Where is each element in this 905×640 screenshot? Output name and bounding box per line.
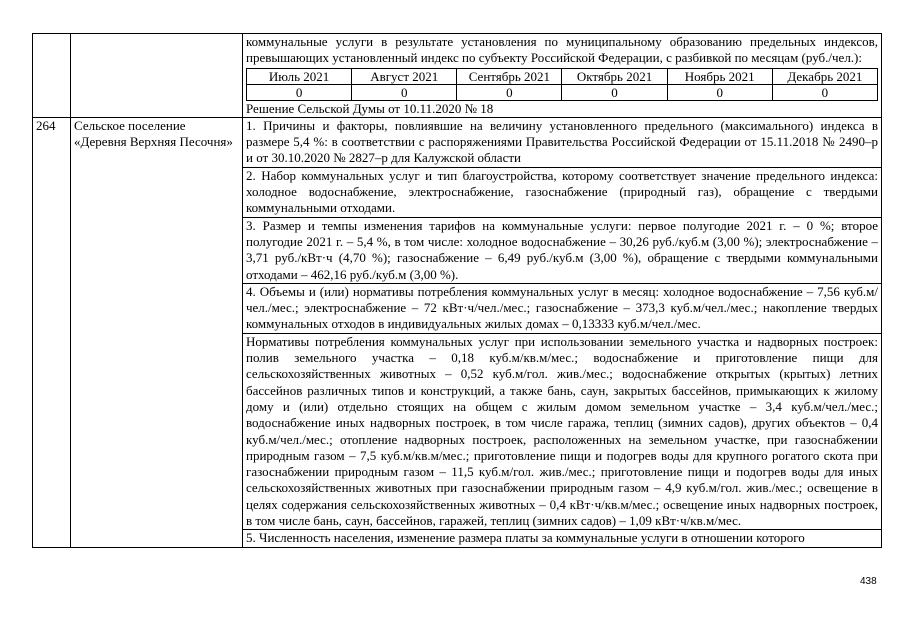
months-value-row	[247, 84, 878, 100]
month-value: 0	[247, 84, 352, 100]
month-value: 0	[667, 84, 772, 100]
month-header: Октябрь 2021	[562, 68, 667, 84]
page-number: 438	[860, 576, 877, 587]
month-value: 0	[772, 84, 877, 100]
cell-number-empty	[33, 34, 71, 118]
settlement-name: Сельское поселение «Деревня Верхняя Песочня»	[71, 117, 243, 547]
month-header: Декабрь 2021	[772, 68, 877, 84]
paragraph-1: 1. Причины и факторы, повлиявшие на величину установленного предельного (максимального) индекса в размере 5,4 %: в соответствии с распоряжениями Правительства Российской Федерации от 15.11.2018 № 2490–р и от 30.10.2020 № 2827–р для Калужской области	[246, 117, 878, 166]
cell-settlement-empty	[71, 34, 243, 118]
month-value: 0	[562, 84, 667, 100]
paragraph-5: 5. Численность населения, изменение размера платы за коммунальные услуги в отношении которого	[243, 529, 881, 546]
decision-text: Решение Сельской Думы от 10.11.2020 № 18	[246, 100, 494, 116]
month-value: 0	[352, 84, 457, 100]
table-row-continued	[33, 34, 882, 118]
paragraph-3: 3. Размер и темпы изменения тарифов на коммунальные услуги: первое полугодие 2021 г. – 0 %; второе полугодие 2021 г. – 5,4 %, в том числе: холодное водоснабжение – 30,26 руб./куб.м (3,00 %); электроснабжение – 3,71 руб./кВт·ч (4,70 %); газоснабжение – 6,49 руб./куб.м (3,00 %), обращение с твердыми коммунальными отходами – 462,16 руб./куб.м (3,00 %).	[243, 217, 881, 283]
row-number: 264	[33, 117, 71, 547]
months-table	[246, 68, 878, 101]
table-row-264	[33, 117, 882, 547]
intro-text: коммунальные услуги в результате установления по муниципальному образованию предельных индексов, превышающих установленный индекс по субъекту Российской Федерации, с разбивкой по месяцам (руб./чел.):	[246, 34, 878, 66]
paragraph-2: 2. Набор коммунальных услуг и тип благоустройства, которому соответствует значение предельного индекса: холодное водоснабжение, электроснабжение, газоснабжение (природный газ), обращение с твердыми коммунальными отходами.	[243, 167, 881, 217]
month-value: 0	[457, 84, 562, 100]
month-header: Сентябрь 2021	[457, 68, 562, 84]
document-table	[32, 33, 882, 548]
paragraph-4: 4. Объемы и (или) нормативы потребления коммунальных услуг в месяц: холодное водоснабжение – 7,56 куб.м/чел./мес.; электроснабжение – 72 кВт·ч/чел./мес.; газоснабжение – 373,3 куб.м/чел./мес.; накопление твердых коммунальных отходов в индивидуальных жилых домах – 0,13333 куб.м/чел./мес.	[243, 283, 881, 333]
month-header: Ноябрь 2021	[667, 68, 772, 84]
paragraph-4-norms: Нормативы потребления коммунальных услуг при использовании земельного участка и надворных построек: полив земельного участка – 0,18 куб.м/кв.м/мес.; водоснабжение и приготовление пищи для сельскохозяйственных животных – 0,52 куб.м/гол. жив./мес.; водоснабжение открытых (крытых) летних бассейнов различных типов и конструкций, а также бань, саун, закрытых бассейнов, примыкающих к жилому дому и (или) отдельно стоящих на общем с жилым домом земельном участке – 3,4 куб.м/чел./мес.; водоснабжение иных надворных построек, в том числе гаража, теплиц (зимних садов), других объектов – 0,4 куб.м/чел./мес.; отопление надворных построек, расположенных на земельном участке, при газоснабжении природным газом – 7,5 куб.м/кв.м/мес.; приготовление пищи и подогрев воды для крупного рогатого скота при газоснабжении природным газом – 11,5 куб.м/гол. жив./мес.; приготовление пищи и подогрев воды для иных сельскохозяйственных животных при газоснабжении природным газом – 4,9 куб.м/гол. жив./мес.; освещение в целях содержания сельскохозяйственных животных – 0,4 кВт·ч/кв.м/мес.; освещение иных надворных построек, в том числе бань, саун, бассейнов, гаражей, теплиц (зимних садов) – 1,09 кВт·ч/кв.м/мес.	[243, 333, 881, 530]
month-header: Июль 2021	[247, 68, 352, 84]
cell-content-continued	[243, 34, 882, 118]
month-header: Август 2021	[352, 68, 457, 84]
cell-content	[243, 117, 882, 547]
months-header-row	[247, 68, 878, 84]
